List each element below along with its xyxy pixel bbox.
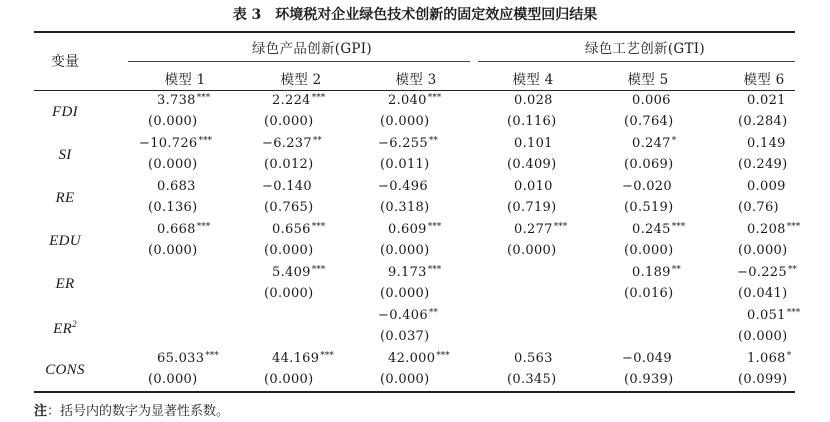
coefficient-value: 0.245 <box>632 222 671 237</box>
coefficient-cell <box>514 179 553 194</box>
coefficient-cell <box>747 93 786 108</box>
coefficient-cell <box>388 351 450 366</box>
significance-stars: *** <box>205 351 219 361</box>
significance-stars: *** <box>786 222 801 232</box>
coefficient-value: 0.021 <box>747 93 786 108</box>
coefficient-value: 0.028 <box>514 93 553 108</box>
coefficient-cell <box>272 265 325 280</box>
coefficient-cell <box>632 265 681 280</box>
p-value-cell: (0.519) <box>624 200 674 215</box>
coefficient-value: 0.101 <box>514 136 553 151</box>
p-value-cell: (0.016) <box>624 286 674 301</box>
p-value-cell: (0.000) <box>624 243 674 258</box>
coefficient-value: −6.255 <box>378 136 428 151</box>
p-value-cell: (0.000) <box>380 286 430 301</box>
coefficient-cell <box>388 93 441 108</box>
p-value-cell: (0.000) <box>264 286 314 301</box>
p-value-cell: (0.764) <box>624 114 674 129</box>
coefficient-cell <box>632 136 676 151</box>
variable-label: ER <box>55 276 75 292</box>
gpi-group-rule <box>128 61 470 62</box>
coefficient-value: −0.020 <box>622 179 672 194</box>
coefficient-cell <box>514 136 553 151</box>
coefficient-value: −0.225 <box>737 265 787 280</box>
coefficient-cell <box>622 179 672 194</box>
note-text: ：括号内的数字为显著性系数。 <box>47 404 230 419</box>
significance-stars: *** <box>311 93 326 103</box>
coefficient-value: 2.040 <box>388 93 427 108</box>
coefficient-value: 0.668 <box>157 222 196 237</box>
significance-stars: *** <box>320 351 334 361</box>
coefficient-value: −10.726 <box>139 136 198 151</box>
coefficient-value: 0.009 <box>747 179 786 194</box>
significance-stars: *** <box>427 265 442 275</box>
significance-stars: * <box>786 351 792 361</box>
coefficient-cell <box>378 179 428 194</box>
p-value-cell: (0.136) <box>148 200 198 215</box>
table-note <box>34 400 229 419</box>
significance-stars: ** <box>428 308 438 318</box>
coefficient-cell <box>139 136 212 151</box>
p-value-cell: (0.000) <box>738 329 788 344</box>
significance-stars: *** <box>427 93 442 103</box>
p-value-cell: (0.409) <box>507 157 557 172</box>
coefficient-value: 0.149 <box>747 136 786 151</box>
p-value-cell: (0.069) <box>624 157 674 172</box>
bottom-rule <box>34 391 795 393</box>
coefficient-value: 0.010 <box>514 179 553 194</box>
p-value-cell: (0.318) <box>380 200 430 215</box>
p-value-cell: (0.000) <box>380 243 430 258</box>
coefficient-cell <box>262 179 312 194</box>
coefficient-cell <box>632 222 685 237</box>
coefficient-value: 0.563 <box>514 351 553 366</box>
significance-stars: *** <box>671 222 686 232</box>
header-rule <box>34 90 795 91</box>
coefficient-cell <box>157 222 210 237</box>
coefficient-cell <box>388 222 441 237</box>
coefficient-cell <box>737 265 797 280</box>
coefficient-value: 0.656 <box>272 222 311 237</box>
coefficient-cell <box>514 351 553 366</box>
coefficient-cell <box>157 93 210 108</box>
coefficient-cell <box>747 351 791 366</box>
model-header: 模型 3 <box>395 72 437 88</box>
coefficient-value: 0.609 <box>388 222 427 237</box>
significance-stars: *** <box>196 93 211 103</box>
model-header: 模型 4 <box>512 72 554 88</box>
coefficient-value: 42.000 <box>388 351 436 366</box>
coefficient-cell <box>388 265 441 280</box>
significance-stars: *** <box>786 308 801 318</box>
coefficient-cell <box>514 93 553 108</box>
p-value-cell: (0.000) <box>380 114 430 129</box>
variable-label: FDI <box>52 104 78 120</box>
coefficient-value: −0.049 <box>622 351 672 366</box>
table-title: 表 3 环境税对企业绿色技术创新的固定效应模型回归结果 <box>232 7 598 23</box>
coefficient-value: 9.173 <box>388 265 427 280</box>
coefficient-value: 2.224 <box>272 93 311 108</box>
coefficient-cell <box>747 179 786 194</box>
p-value-cell: (0.000) <box>148 243 198 258</box>
coefficient-cell <box>272 93 325 108</box>
significance-stars: *** <box>436 351 450 361</box>
coefficient-cell <box>747 136 786 151</box>
coefficient-value: 0.277 <box>514 222 553 237</box>
variable-label: EDU <box>49 233 81 249</box>
significance-stars: *** <box>198 136 212 146</box>
p-value-cell: (0.249) <box>738 157 788 172</box>
coefficient-cell <box>157 179 196 194</box>
coefficient-cell <box>378 308 438 323</box>
coefficient-value: 65.033 <box>157 351 205 366</box>
p-value-cell: (0.765) <box>264 200 314 215</box>
coefficient-cell <box>262 136 322 151</box>
coefficient-cell <box>378 136 438 151</box>
significance-stars: ** <box>312 136 322 146</box>
coefficient-cell <box>622 351 672 366</box>
p-value-cell: (0.011) <box>380 157 430 172</box>
significance-stars: * <box>671 136 677 146</box>
coefficient-value: −0.406 <box>378 308 428 323</box>
p-value-cell: (0.345) <box>507 372 557 387</box>
coefficient-cell <box>747 222 800 237</box>
p-value-cell: (0.000) <box>148 372 198 387</box>
coefficient-value: 0.189 <box>632 265 671 280</box>
group-header-gpi: 绿色产品创新(GPI) <box>251 41 373 57</box>
model-header: 模型 6 <box>743 72 785 88</box>
significance-stars: *** <box>553 222 568 232</box>
significance-stars: ** <box>428 136 438 146</box>
coefficient-cell <box>747 308 800 323</box>
variable-label: $ER^2$ <box>53 319 77 337</box>
significance-stars: *** <box>311 222 326 232</box>
coefficient-cell <box>632 93 671 108</box>
p-value-cell: (0.284) <box>738 114 788 129</box>
p-value-cell: (0.000) <box>264 243 314 258</box>
p-value-cell: (0.000) <box>148 114 198 129</box>
p-value-cell: (0.037) <box>380 329 430 344</box>
p-value-cell: (0.000) <box>264 372 314 387</box>
model-header: 模型 5 <box>627 72 669 88</box>
coefficient-value: −0.496 <box>378 179 428 194</box>
significance-stars: *** <box>196 222 211 232</box>
coefficient-value: 0.247 <box>632 136 671 151</box>
coefficient-cell <box>272 351 334 366</box>
p-value-cell: (0.000) <box>148 157 198 172</box>
significance-stars: *** <box>311 265 326 275</box>
model-header: 模型 2 <box>280 72 322 88</box>
p-value-cell: (0.041) <box>738 286 788 301</box>
p-value-cell: (0.939) <box>624 372 674 387</box>
coefficient-value: 0.051 <box>747 308 786 323</box>
group-header-gti: 绿色工艺创新(GTI) <box>585 41 705 57</box>
coefficient-value: −0.140 <box>262 179 312 194</box>
note-label: 注 <box>34 404 48 419</box>
significance-stars: ** <box>671 265 681 275</box>
gti-group-rule <box>478 61 795 62</box>
p-value-cell: (0.76) <box>738 200 779 215</box>
significance-stars: *** <box>427 222 442 232</box>
p-value-cell: (0.099) <box>738 372 788 387</box>
coefficient-value: 44.169 <box>272 351 320 366</box>
coefficient-value: 0.208 <box>747 222 786 237</box>
coefficient-value: −6.237 <box>262 136 312 151</box>
coefficient-cell <box>157 351 219 366</box>
coefficient-value: 1.068 <box>747 351 786 366</box>
coefficient-cell <box>272 222 325 237</box>
top-rule <box>34 31 795 33</box>
variable-header: 变量 <box>51 54 79 70</box>
coefficient-cell <box>514 222 567 237</box>
variable-label: RE <box>55 190 75 206</box>
significance-stars: ** <box>787 265 797 275</box>
p-value-cell: (0.000) <box>380 372 430 387</box>
variable-label: CONS <box>45 362 85 378</box>
p-value-cell: (0.116) <box>507 114 557 129</box>
coefficient-value: 0.683 <box>157 179 196 194</box>
p-value-cell: (0.719) <box>507 200 557 215</box>
coefficient-value: 5.409 <box>272 265 311 280</box>
coefficient-value: 0.006 <box>632 93 671 108</box>
variable-label: SI <box>58 147 72 163</box>
p-value-cell: (0.000) <box>738 243 788 258</box>
p-value-cell: (0.012) <box>264 157 314 172</box>
p-value-cell: (0.000) <box>507 243 557 258</box>
p-value-cell: (0.000) <box>264 114 314 129</box>
coefficient-value: 3.738 <box>157 93 196 108</box>
model-header: 模型 1 <box>164 72 206 88</box>
